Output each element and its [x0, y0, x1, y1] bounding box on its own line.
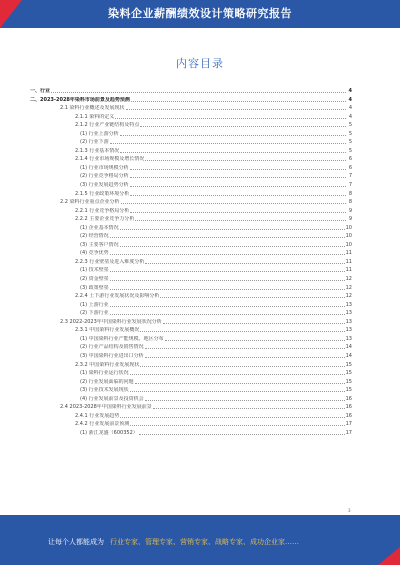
toc-dot-leader [130, 195, 346, 196]
toc-entry[interactable] [30, 154, 352, 162]
toc-entry[interactable] [30, 334, 352, 342]
toc-dot-leader [135, 220, 346, 221]
toc-dot-leader [110, 254, 345, 255]
toc-title: 内容目录 [176, 57, 224, 70]
toc-entry-text: (1) 企业基本情况 [80, 224, 119, 231]
toc-entry-text: (4) 行业发展前景及投资机会 [80, 395, 144, 402]
toc-dot-leader [120, 246, 345, 247]
toc-dot-leader [145, 263, 344, 264]
toc-dot-leader [130, 212, 346, 213]
toc-entry-page: 11 [345, 267, 352, 274]
toc-entry-text: 二、2023-2028年染料市场前景及趋势预测 [30, 96, 130, 103]
toc-entry-page: 5 [348, 122, 352, 129]
footer-bar [0, 515, 400, 565]
toc-entry-page: 11 [345, 258, 352, 265]
toc-entry-page: 15 [345, 370, 352, 377]
toc-entry-page: 13 [345, 318, 352, 325]
toc-entry[interactable] [30, 291, 352, 299]
toc-entry-page: 11 [345, 250, 352, 257]
toc-entry[interactable] [30, 248, 352, 256]
toc-entry-text: 2.4.1 行业发展趋势 [75, 412, 120, 419]
toc-entry[interactable] [30, 265, 352, 273]
footer-red-accent [378, 547, 400, 565]
toc-entry-text: 2.3.1 中国染料行业发展概况 [75, 327, 140, 334]
toc-entry-text: 2.1 染料行业概述及发展现状 [60, 105, 125, 112]
toc-entry-page: 14 [345, 344, 352, 351]
toc-entry[interactable] [30, 120, 352, 128]
toc-dot-leader [120, 417, 344, 418]
toc-dot-leader [120, 229, 345, 230]
toc-entry-page: 10 [345, 224, 352, 231]
toc-entry[interactable] [30, 368, 352, 376]
toc-entry-page: 4 [348, 96, 352, 103]
toc-entry-text: (2) 行业下游 [80, 139, 109, 146]
toc-entry-text: 2.3.2 中国染料行业发展现状 [75, 361, 140, 368]
toc-dot-leader [131, 101, 346, 102]
toc-entry[interactable] [30, 402, 352, 410]
toc-entry[interactable] [30, 274, 352, 282]
toc-dot-leader [140, 126, 346, 127]
toc-entry[interactable] [30, 300, 352, 308]
toc-entry-page: 8 [348, 190, 352, 197]
toc-entry[interactable] [30, 86, 352, 94]
toc-dot-leader [145, 357, 345, 358]
toc-entry-text: (2) 行业竞争格局分析 [80, 173, 129, 180]
toc-entry-page: 12 [345, 276, 352, 283]
toc-entry[interactable] [30, 189, 352, 197]
toc-entry-page: 17 [345, 421, 352, 428]
toc-entry[interactable] [30, 180, 352, 188]
toc-entry[interactable] [30, 146, 352, 154]
toc-dot-leader [139, 434, 345, 435]
toc-entry-page: 5 [348, 139, 352, 146]
page-number: 3 [348, 508, 351, 513]
toc-dot-leader [110, 289, 345, 290]
toc-entry[interactable] [30, 137, 352, 145]
toc-entry[interactable] [30, 308, 352, 316]
toc-entry-page: 12 [345, 284, 352, 291]
toc-entry-page: 6 [348, 156, 352, 163]
toc-entry-page: 17 [345, 429, 352, 436]
toc-entry-page: 15 [345, 387, 352, 394]
toc-dot-leader [115, 118, 346, 119]
toc-entry-page: 7 [348, 182, 352, 189]
table-of-contents [30, 86, 352, 436]
toc-entry[interactable] [30, 325, 352, 333]
toc-entry-page: 6 [348, 164, 352, 171]
toc-entry[interactable] [30, 377, 352, 385]
toc-entry-text: 2.2.3 行业壁垒及进入难度分析 [75, 258, 145, 265]
toc-entry-text: (1) 中国染料行业产能规模、地区分布 [80, 335, 164, 342]
toc-entry[interactable] [30, 428, 352, 436]
toc-entry-page: 10 [345, 233, 352, 240]
toc-entry[interactable] [30, 240, 352, 248]
toc-dot-leader [110, 306, 345, 307]
footer-lead: 让每个人都能成为 [48, 538, 104, 546]
toc-dot-leader [51, 92, 346, 93]
toc-dot-leader [110, 271, 345, 272]
toc-dot-leader [130, 391, 345, 392]
toc-entry[interactable] [30, 112, 352, 120]
toc-entry-text: (2) 行业产品结构及销售情况 [80, 344, 144, 351]
toc-entry-text: (1) 浙江龙盛（600352） [80, 429, 138, 436]
toc-entry-text: 2.1.1 染料的定义 [75, 113, 115, 120]
toc-entry-page: 16 [345, 412, 352, 419]
toc-entry[interactable] [30, 351, 352, 359]
toc-entry-page: 4 [348, 113, 352, 120]
toc-dot-leader [145, 348, 345, 349]
toc-entry[interactable] [30, 197, 352, 205]
toc-entry-text: 2.2.1 行业竞争格局分析 [75, 207, 130, 214]
toc-dot-leader [145, 160, 346, 161]
toc-entry-page: 13 [345, 301, 352, 308]
toc-entry-text: (2) 资金壁垒 [80, 276, 109, 283]
toc-entry-page: 16 [345, 404, 352, 411]
toc-entry-text: 2.1.2 行业产业链结构及特点 [75, 122, 140, 129]
toc-entry-page: 13 [345, 310, 352, 317]
toc-entry-text: 2.1.5 行业政策环境分析 [75, 190, 130, 197]
toc-entry[interactable] [30, 385, 352, 393]
toc-entry[interactable] [30, 360, 352, 368]
toc-dot-leader [163, 323, 345, 324]
toc-entry-page: 15 [345, 361, 352, 368]
toc-dot-leader [120, 152, 346, 153]
toc-dot-leader [130, 169, 346, 170]
toc-dot-leader [130, 425, 344, 426]
toc-entry-page: 9 [348, 216, 352, 223]
toc-entry-page: 10 [345, 241, 352, 248]
toc-dot-leader [121, 203, 346, 204]
toc-entry-page: 7 [348, 173, 352, 180]
report-title: 染料企业薪酬绩效设计策略研究报告 [108, 7, 292, 20]
toc-entry-text: (1) 染料行业运行状况 [80, 370, 129, 377]
toc-dot-leader [165, 340, 345, 341]
toc-entry-text: (2) 经营情况 [80, 233, 109, 240]
toc-entry[interactable] [30, 163, 352, 171]
toc-entry-text: (4) 竞争优势 [80, 250, 109, 257]
toc-entry[interactable] [30, 411, 352, 419]
toc-dot-leader [153, 408, 345, 409]
toc-entry[interactable] [30, 394, 352, 402]
toc-entry-text: (2) 行业发展面临的问题 [80, 378, 134, 385]
toc-dot-leader [160, 297, 344, 298]
toc-dot-leader [135, 383, 345, 384]
toc-entry-text: 2.3 2022-2023年中国染料行业发展状况分析 [60, 318, 162, 325]
toc-dot-leader [126, 109, 346, 110]
toc-entry-text: 2.4.2 行业发展前景预测 [75, 421, 130, 428]
toc-entry-page: 5 [348, 147, 352, 154]
toc-dot-leader [120, 135, 346, 136]
toc-entry-text: (1) 行业上游分析 [80, 130, 119, 137]
toc-entry[interactable] [30, 129, 352, 137]
toc-entry-page: 15 [345, 378, 352, 385]
toc-dot-leader [140, 366, 344, 367]
toc-entry-page: 5 [348, 130, 352, 137]
toc-entry-text: (3) 行业发展趋势分析 [80, 182, 129, 189]
toc-entry[interactable] [30, 257, 352, 265]
toc-entry-page: 16 [345, 395, 352, 402]
toc-entry-text: 2.4 2023-2028年中国染料行业发展前景 [60, 404, 152, 411]
toc-dot-leader [130, 374, 345, 375]
toc-entry[interactable] [30, 206, 352, 214]
toc-entry-page: 8 [348, 199, 352, 206]
toc-entry-text: (3) 政策壁垒 [80, 284, 109, 291]
toc-entry-page: 4 [348, 105, 352, 112]
toc-dot-leader [110, 314, 345, 315]
toc-entry[interactable] [30, 171, 352, 179]
footer-slogan [48, 537, 299, 547]
toc-entry-text: 2.2.4 上下游行业发展状况及影响分析 [75, 293, 160, 300]
toc-entry[interactable] [30, 231, 352, 239]
toc-entry-text: (1) 技术壁垒 [80, 267, 109, 274]
toc-dot-leader [110, 237, 345, 238]
toc-entry-page: 9 [348, 207, 352, 214]
toc-entry-page: 13 [345, 327, 352, 334]
toc-dot-leader [110, 280, 345, 281]
toc-dot-leader [140, 331, 344, 332]
toc-entry-page: 14 [345, 352, 352, 359]
toc-entry-page: 12 [345, 293, 352, 300]
toc-entry-page: 4 [348, 88, 352, 94]
toc-dot-leader [110, 143, 346, 144]
toc-entry-text: (3) 行业技术发展现状 [80, 387, 129, 394]
header-bar [0, 0, 400, 28]
toc-entry-text: 2.1.3 行业基本情况 [75, 147, 120, 154]
toc-entry-text: (1) 上游行业 [80, 301, 109, 308]
toc-entry[interactable] [30, 214, 352, 222]
toc-entry[interactable] [30, 342, 352, 350]
toc-entry-text: (3) 中国染料行业进出口分析 [80, 352, 144, 359]
footer-roles: 行业专家、管理专家、营销专家、战略专家、成功企业家…… [110, 538, 299, 546]
toc-entry[interactable] [30, 103, 352, 111]
toc-dot-leader [130, 186, 346, 187]
toc-dot-leader [130, 177, 346, 178]
toc-entry-text: 一、行业 [30, 88, 51, 94]
toc-entry[interactable] [30, 317, 352, 325]
toc-entry-text: 2.2 染料行业重点企业分析 [60, 199, 120, 206]
toc-entry-text: 2.2.2 主要企业竞争力分析 [75, 216, 135, 223]
toc-entry[interactable] [30, 223, 352, 231]
toc-entry-text: (2) 下游行业 [80, 310, 109, 317]
toc-entry[interactable] [30, 283, 352, 291]
toc-entry[interactable] [30, 419, 352, 427]
toc-entry[interactable] [30, 95, 352, 103]
toc-dot-leader [145, 400, 345, 401]
toc-entry-text: (3) 主要客户情况 [80, 241, 119, 248]
toc-entry-text: 2.1.4 行业市场规模及增长情况 [75, 156, 145, 163]
toc-entry-text: (1) 行业市场规模分析 [80, 164, 129, 171]
toc-entry-page: 13 [345, 335, 352, 342]
